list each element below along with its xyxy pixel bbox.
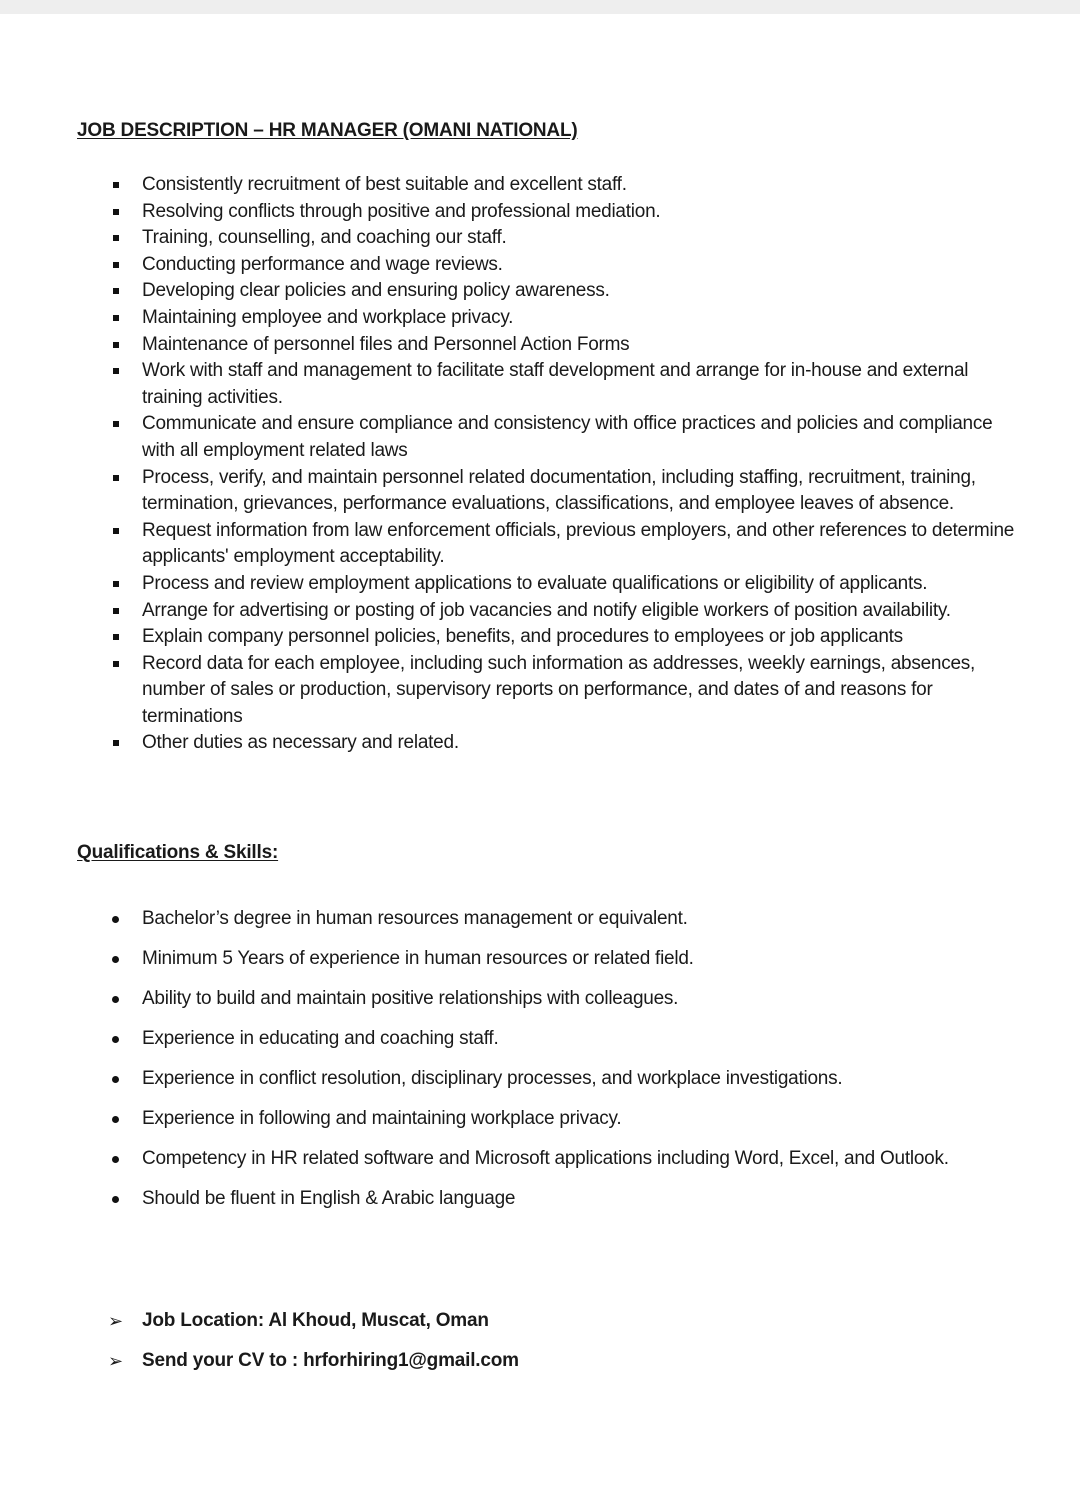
list-item [0, 225, 1080, 252]
list-item [0, 411, 1080, 464]
list-item [0, 465, 1080, 518]
duty-text: Record data for each employee, including such information as addresses, weekly earnings, absences, number of sales or production, supervisory reports on performance, and dates of and reasons for terminations [142, 652, 976, 727]
arrow-bullet-icon: ➢ [108, 1311, 123, 1331]
square-bullet-icon [113, 342, 119, 348]
duty-text: Developing clear policies and ensuring policy awareness. [142, 280, 610, 302]
round-bullet-icon [112, 996, 119, 1003]
document-page [0, 14, 1080, 1504]
duty-text: Request information from law enforcement officials, previous employers, and other references to determine applicants' employment acceptability. [142, 519, 1015, 568]
duty-text: Resolving conflicts through positive and professional mediation. [142, 200, 661, 222]
list-item [0, 1106, 1080, 1146]
list-item [0, 252, 1080, 279]
duty-text: Training, counselling, and coaching our staff. [142, 227, 507, 249]
arrow-bullet-icon: ➢ [108, 1351, 123, 1371]
square-bullet-icon [113, 182, 119, 188]
qualification-text: Experience in following and maintaining workplace privacy. [142, 1108, 622, 1129]
list-item [0, 730, 1080, 757]
list-item [0, 172, 1080, 199]
square-bullet-icon [113, 608, 119, 614]
qualifications-list [0, 906, 1080, 1226]
list-item [0, 1146, 1080, 1186]
square-bullet-icon [113, 528, 119, 534]
list-item [0, 518, 1080, 571]
viewer-top-strip [0, 0, 1080, 14]
qualification-text: Bachelor’s degree in human resources management or equivalent. [142, 908, 688, 929]
list-item [0, 651, 1080, 731]
qualification-text: Competency in HR related software and Microsoft applications including Word, Excel, and Outlook. [142, 1148, 949, 1169]
list-item [0, 1186, 1080, 1226]
square-bullet-icon [113, 740, 119, 746]
square-bullet-icon [113, 421, 119, 427]
list-item [0, 598, 1080, 625]
duty-text: Conducting performance and wage reviews. [142, 253, 503, 275]
square-bullet-icon [113, 235, 119, 241]
list-item [0, 906, 1080, 946]
list-item [0, 305, 1080, 332]
contact-list [0, 1308, 1080, 1388]
square-bullet-icon [113, 262, 119, 268]
square-bullet-icon [113, 209, 119, 215]
qualification-text: Experience in conflict resolution, disciplinary processes, and workplace investigations. [142, 1068, 843, 1089]
duty-text: Maintenance of personnel files and Personnel Action Forms [142, 333, 630, 355]
round-bullet-icon [112, 956, 119, 963]
document-title: JOB DESCRIPTION – HR MANAGER (OMANI NATIONAL) [77, 120, 578, 141]
list-item [0, 332, 1080, 359]
square-bullet-icon [113, 315, 119, 321]
duty-text: Consistently recruitment of best suitable and excellent staff. [142, 174, 627, 195]
round-bullet-icon [112, 1196, 119, 1203]
list-item [0, 1066, 1080, 1106]
job-location [0, 1308, 1080, 1348]
send-cv-text: Send your CV to : hrforhiring1@gmail.com [142, 1350, 519, 1371]
list-item [0, 986, 1080, 1026]
list-item [0, 199, 1080, 226]
round-bullet-icon [112, 916, 119, 923]
square-bullet-icon [113, 288, 119, 294]
duty-text: Arrange for advertising or posting of job vacancies and notify eligible workers of position availability. [142, 599, 951, 621]
duty-text: Process and review employment applications to evaluate qualifications or eligibility of applicants. [142, 572, 928, 594]
duty-text: Process, verify, and maintain personnel related documentation, including staffing, recruitment, training, termination, grievances, performance evaluations, classifications, and employee leaves of absence. [142, 466, 976, 515]
list-item [0, 1026, 1080, 1066]
send-cv [0, 1348, 1080, 1388]
list-item [0, 624, 1080, 651]
qualifications-heading: Qualifications & Skills: [77, 842, 279, 863]
square-bullet-icon [113, 475, 119, 481]
round-bullet-icon [112, 1036, 119, 1043]
square-bullet-icon [113, 368, 119, 374]
duty-text: Communicate and ensure compliance and consistency with office practices and policies and compliance with all employment related laws [142, 413, 993, 461]
square-bullet-icon [113, 661, 119, 667]
qualification-text: Experience in educating and coaching staff. [142, 1028, 499, 1049]
list-item [0, 571, 1080, 598]
square-bullet-icon [113, 581, 119, 587]
round-bullet-icon [112, 1116, 119, 1123]
square-bullet-icon [113, 634, 119, 640]
duties-list [0, 172, 1080, 757]
duty-text: Maintaining employee and workplace privacy. [142, 306, 514, 328]
qualification-text: Ability to build and maintain positive relationships with colleagues. [142, 988, 679, 1009]
duty-text: Other duties as necessary and related. [142, 732, 459, 754]
round-bullet-icon [112, 1076, 119, 1083]
round-bullet-icon [112, 1156, 119, 1163]
duty-text: Work with staff and management to facilitate staff development and arrange for in-house and external training activities. [142, 360, 969, 408]
list-item [0, 278, 1080, 305]
list-item [0, 358, 1080, 411]
qualification-text: Minimum 5 Years of experience in human resources or related field. [142, 948, 694, 969]
job-location-text: Job Location: Al Khoud, Muscat, Oman [142, 1310, 489, 1331]
list-item [0, 946, 1080, 986]
qualification-text: Should be fluent in English & Arabic language [142, 1188, 516, 1209]
duty-text: Explain company personnel policies, benefits, and procedures to employees or job applicants [142, 626, 903, 648]
